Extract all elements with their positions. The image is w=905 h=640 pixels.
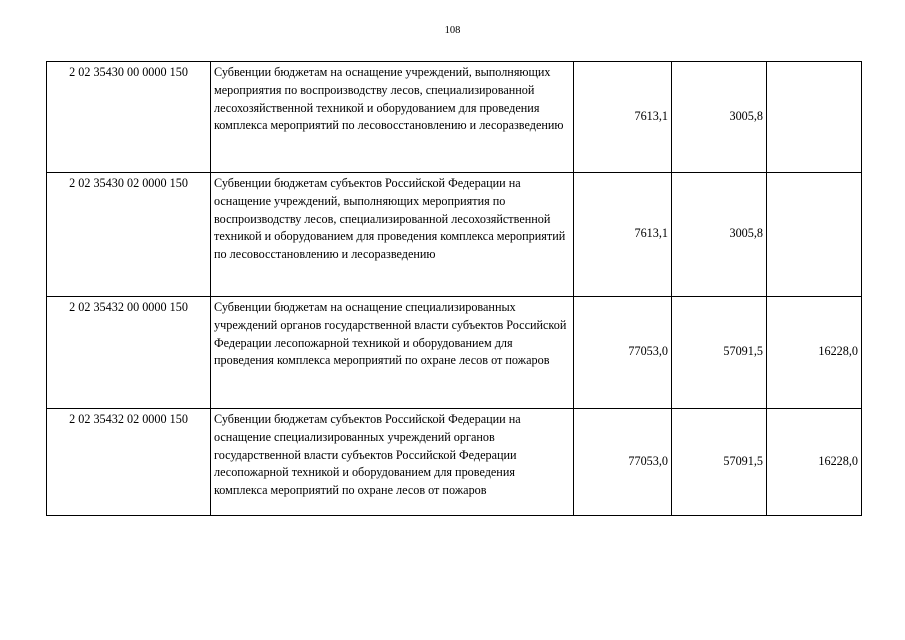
amount-cell-2: 57091,5	[672, 297, 767, 409]
amount-cell-3	[767, 173, 862, 297]
description-cell: Субвенции бюджетам субъектов Российской Федерации на оснащение учреждений, выполняющих мероприятия по воспроизводству лесов, специализированной лесохозяйственной техникой и оборудованием для проведения комплекса мероприятий по лесовосстановлению и лесоразведению	[211, 173, 574, 297]
budget-code-cell: 2 02 35430 00 0000 150	[47, 62, 211, 173]
amount-cell-3	[767, 62, 862, 173]
table-row	[47, 173, 862, 297]
budget-code-cell: 2 02 35432 02 0000 150	[47, 409, 211, 516]
amount-cell-3: 16228,0	[767, 297, 862, 409]
amount-cell-1: 77053,0	[574, 297, 672, 409]
amount-cell-1: 77053,0	[574, 409, 672, 516]
budget-table	[46, 61, 862, 516]
amount-cell-3: 16228,0	[767, 409, 862, 516]
amount-cell-2: 57091,5	[672, 409, 767, 516]
table-row	[47, 409, 862, 516]
page-number: 108	[444, 25, 461, 36]
amount-cell-1: 7613,1	[574, 173, 672, 297]
table-row	[47, 297, 862, 409]
amount-cell-2: 3005,8	[672, 173, 767, 297]
description-cell: Субвенции бюджетам на оснащение учреждений, выполняющих мероприятия по воспроизводству лесов, специализированной лесохозяйственной техникой и оборудованием для проведения комплекса мероприятий по лесовосстановлению и лесоразведению	[211, 62, 574, 173]
description-cell: Субвенции бюджетам на оснащение специализированных учреждений органов государственной власти субъектов Российской Федерации лесопожарной техникой и оборудованием для проведения комплекса мероприятий по охране лесов от пожаров	[211, 297, 574, 409]
table-row	[47, 62, 862, 173]
amount-cell-1: 7613,1	[574, 62, 672, 173]
budget-code-cell: 2 02 35430 02 0000 150	[47, 173, 211, 297]
amount-cell-2: 3005,8	[672, 62, 767, 173]
budget-code-cell: 2 02 35432 00 0000 150	[47, 297, 211, 409]
description-cell: Субвенции бюджетам субъектов Российской Федерации на оснащение специализированных учреждений органов государственной власти субъектов Российской Федерации лесопожарной техникой и оборудованием для проведения комплекса мероприятий по охране лесов от пожаров	[211, 409, 574, 516]
